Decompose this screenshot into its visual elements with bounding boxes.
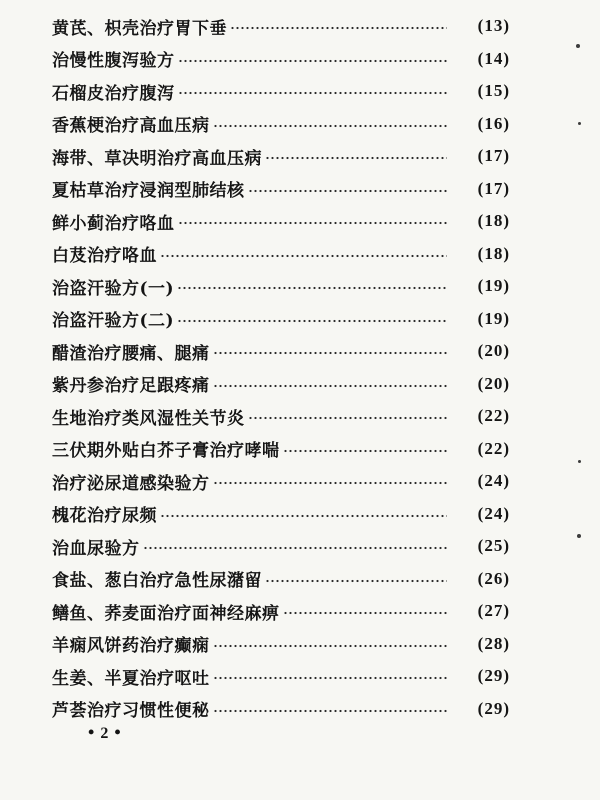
toc-entry — [52, 270, 510, 303]
table-of-contents — [52, 10, 510, 725]
toc-entry-title: 鲜小蓟治疗咯血 — [52, 213, 175, 234]
toc-entry-title: 石榴皮治疗腹泻 — [52, 83, 175, 104]
toc-entry-title: 食盐、葱白治疗急性尿潴留 — [52, 571, 262, 592]
toc-entry-title: 黄芪、枳壳治疗胃下垂 — [52, 18, 227, 39]
toc-entry-page: (29) — [477, 666, 510, 686]
toc-entry-page: (19) — [477, 308, 510, 328]
dot-leader — [213, 345, 448, 362]
toc-entry — [52, 498, 510, 531]
toc-entry-title: 芦荟治疗习惯性便秘 — [52, 701, 210, 722]
dot-leader — [248, 182, 448, 199]
toc-entry-title: 香蕉梗治疗高血压病 — [52, 116, 210, 137]
toc-entry-title: 三伏期外贴白芥子膏治疗哮喘 — [52, 441, 280, 462]
toc-entry-title: 治血尿验方 — [52, 538, 140, 559]
toc-entry-title: 治盗汗验方(一) — [52, 278, 175, 299]
toc-entry-page: (28) — [477, 633, 510, 653]
scan-speck — [578, 122, 581, 125]
toc-entry-page: (17) — [477, 178, 510, 198]
toc-entry-title: 生姜、半夏治疗呕吐 — [52, 668, 210, 689]
toc-entry-page: (29) — [477, 698, 510, 718]
dot-leader — [177, 312, 447, 329]
toc-entry-title: 羊痫风饼药治疗癫痫 — [52, 636, 210, 657]
scan-speck — [578, 460, 581, 463]
toc-entry-page: (27) — [477, 601, 510, 621]
toc-entry-page: (15) — [477, 81, 510, 101]
toc-entry — [52, 530, 510, 563]
toc-entry-title: 白芨治疗咯血 — [52, 246, 157, 267]
footer-dot-right: • — [114, 722, 121, 742]
dot-leader — [283, 605, 448, 622]
toc-entry-page: (24) — [477, 471, 510, 491]
toc-entry — [52, 140, 510, 173]
dot-leader — [213, 475, 448, 492]
scan-speck — [576, 44, 580, 48]
toc-entry — [52, 368, 510, 401]
toc-entry — [52, 563, 510, 596]
dot-leader — [213, 670, 448, 687]
toc-entry-page: (24) — [477, 503, 510, 523]
toc-entry-page: (22) — [477, 406, 510, 426]
toc-entry — [52, 43, 510, 76]
toc-entry-title: 治盗汗验方(二) — [52, 311, 175, 332]
toc-entry-title: 生地治疗类风湿性关节炎 — [52, 408, 245, 429]
toc-entry-title: 紫丹参治疗足跟疼痛 — [52, 376, 210, 397]
toc-entry-page: (20) — [477, 373, 510, 393]
scan-speck — [577, 534, 581, 538]
dot-leader — [160, 247, 447, 264]
toc-entry — [52, 628, 510, 661]
toc-entry — [52, 108, 510, 141]
toc-entry-page: (13) — [477, 16, 510, 36]
dot-leader — [265, 572, 447, 589]
toc-entry — [52, 335, 510, 368]
toc-entry — [52, 465, 510, 498]
dot-leader — [213, 117, 448, 134]
toc-entry — [52, 693, 510, 726]
toc-entry-page: (19) — [477, 276, 510, 296]
toc-entry-title: 治疗泌尿道感染验方 — [52, 473, 210, 494]
page-number: 2 — [100, 725, 109, 742]
toc-entry — [52, 238, 510, 271]
toc-entry-page: (16) — [477, 113, 510, 133]
dot-leader — [265, 150, 447, 167]
dot-leader — [177, 280, 447, 297]
toc-entry-title: 夏枯草治疗浸润型肺结核 — [52, 181, 245, 202]
toc-entry — [52, 10, 510, 43]
toc-entry-page: (25) — [477, 536, 510, 556]
toc-entry-page: (20) — [477, 341, 510, 361]
dot-leader — [213, 377, 448, 394]
footer-dot-left: • — [88, 722, 95, 742]
dot-leader — [143, 540, 448, 557]
toc-entry — [52, 400, 510, 433]
toc-entry — [52, 303, 510, 336]
toc-entry-page: (14) — [477, 48, 510, 68]
toc-entry — [52, 660, 510, 693]
dot-leader — [160, 507, 447, 524]
toc-entry — [52, 205, 510, 238]
toc-entry-page: (22) — [477, 438, 510, 458]
toc-entry — [52, 595, 510, 628]
toc-entry — [52, 75, 510, 108]
dot-leader — [178, 215, 448, 232]
toc-entry-title: 槐花治疗尿频 — [52, 506, 157, 527]
dot-leader — [230, 20, 447, 37]
toc-entry-page: (18) — [477, 211, 510, 231]
toc-entry-page: (18) — [477, 243, 510, 263]
toc-entry — [52, 433, 510, 466]
dot-leader — [248, 410, 448, 427]
toc-entry-title: 鳝鱼、荞麦面治疗面神经麻痹 — [52, 603, 280, 624]
dot-leader — [283, 442, 448, 459]
toc-entry — [52, 173, 510, 206]
toc-entry-page: (26) — [477, 568, 510, 588]
toc-entry-page: (17) — [477, 146, 510, 166]
toc-entry-title: 醋渣治疗腰痛、腿痛 — [52, 343, 210, 364]
dot-leader — [213, 702, 448, 719]
toc-entry-title: 海带、草决明治疗高血压病 — [52, 148, 262, 169]
dot-leader — [178, 52, 448, 69]
dot-leader — [213, 637, 448, 654]
dot-leader — [178, 85, 448, 102]
page-footer — [82, 722, 127, 743]
toc-entry-title: 治慢性腹泻验方 — [52, 51, 175, 72]
